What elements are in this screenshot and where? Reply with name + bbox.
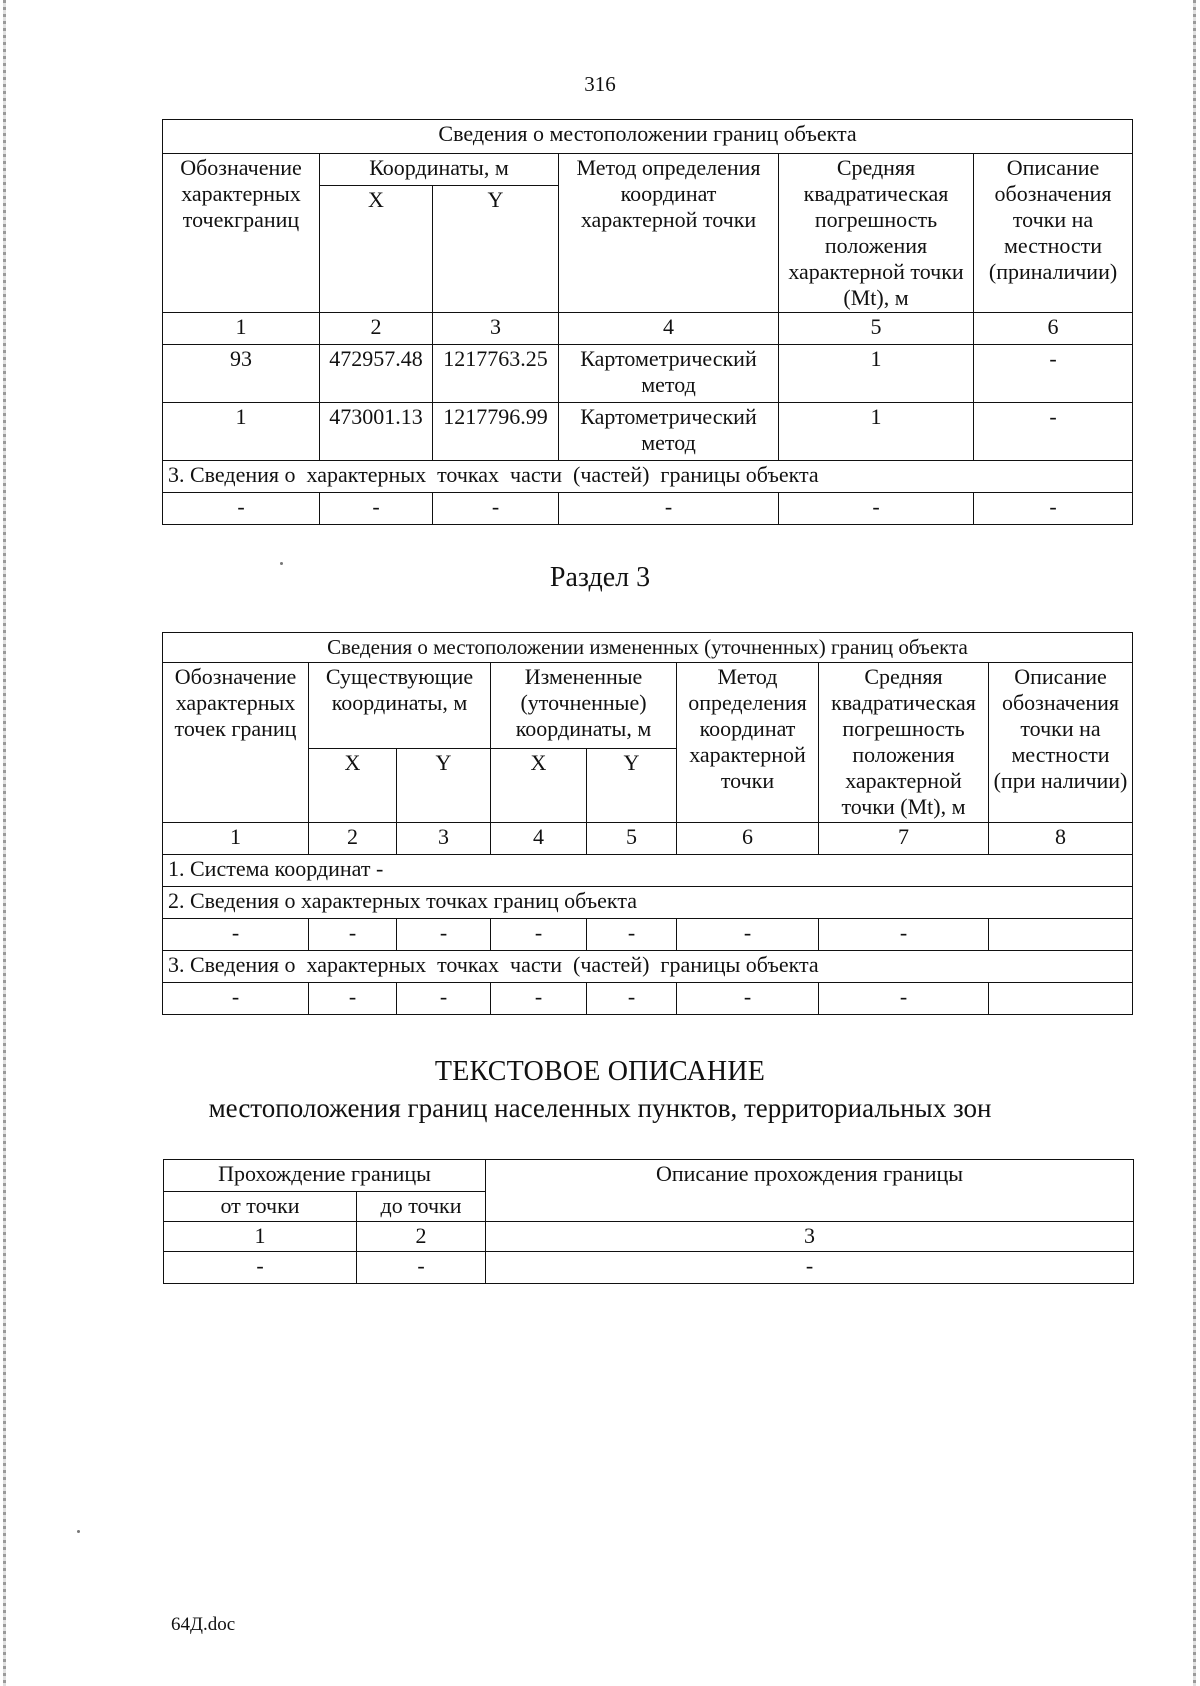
empty-cell: - xyxy=(677,983,819,1015)
column-number: 1 xyxy=(163,313,320,345)
empty-cell: - xyxy=(491,919,587,951)
x-cell: 472957.48 xyxy=(320,345,433,403)
header-designation: Обозначение характерных точекграниц xyxy=(163,154,320,313)
header-designation: Обозначение характерных точек границ xyxy=(163,663,309,823)
empty-cell: - xyxy=(397,919,491,951)
empty-cell: - xyxy=(320,493,433,525)
text-description-title: ТЕКСТОВОЕ ОПИСАНИЕ xyxy=(434,1056,766,1087)
header-x: X xyxy=(309,749,397,823)
empty-cell: - xyxy=(309,919,397,951)
column-number: 2 xyxy=(357,1222,486,1252)
footer-filename: 64Д.doc xyxy=(171,1614,236,1635)
y-cell: 1217763.25 xyxy=(433,345,559,403)
header-method: Метод определения координат характерной точки xyxy=(559,154,779,313)
column-number: 3 xyxy=(397,823,491,855)
header-y: Y xyxy=(587,749,677,823)
empty-cell: - xyxy=(819,983,989,1015)
x-cell: 473001.13 xyxy=(320,403,433,461)
header-changed-coordinates: Измененные (уточненные) координаты, м xyxy=(491,663,677,749)
header-description: Описание обозначения точки на местности (при наличии) xyxy=(989,663,1133,823)
column-number: 3 xyxy=(486,1222,1134,1252)
table-row xyxy=(164,1252,1134,1284)
table-title: Сведения о местоположении границ объекта xyxy=(163,120,1133,154)
empty-cell: - xyxy=(819,919,989,951)
header-passage-description: Описание прохождения границы xyxy=(486,1160,1134,1222)
column-number: 2 xyxy=(309,823,397,855)
scan-speck xyxy=(77,1530,80,1533)
header-method: Метод определения координат характерной точки xyxy=(677,663,819,823)
empty-cell: - xyxy=(779,493,974,525)
page-number: 316 xyxy=(584,72,616,96)
section-label: 3. Сведения о характерных точках части (частей) границы объекта xyxy=(163,951,1133,983)
column-number: 3 xyxy=(433,313,559,345)
section-heading: Раздел 3 xyxy=(549,562,651,593)
header-error: Средняя квадратическая погрешность положения характерной точки (Mt), м xyxy=(819,663,989,823)
empty-cell: - xyxy=(357,1252,486,1284)
empty-cell xyxy=(989,919,1133,951)
header-x: X xyxy=(491,749,587,823)
header-description: Описание обозначения точки на местности (приналичии) xyxy=(974,154,1133,313)
empty-cell: - xyxy=(677,919,819,951)
header-coordinates: Координаты, м xyxy=(320,154,559,186)
empty-cell: - xyxy=(587,983,677,1015)
empty-cell: - xyxy=(309,983,397,1015)
boundary-location-table xyxy=(162,119,1133,525)
empty-cell: - xyxy=(164,1252,357,1284)
column-number: 7 xyxy=(819,823,989,855)
header-x: X xyxy=(320,186,433,313)
y-cell: 1217796.99 xyxy=(433,403,559,461)
header-to-point: до точки xyxy=(357,1192,486,1222)
empty-cell: - xyxy=(559,493,779,525)
method-cell: Картометрический метод xyxy=(559,403,779,461)
column-number: 4 xyxy=(491,823,587,855)
error-cell: 1 xyxy=(779,345,974,403)
column-number: 6 xyxy=(677,823,819,855)
changed-boundary-table xyxy=(162,632,1133,1015)
empty-cell: - xyxy=(163,493,320,525)
empty-cell: - xyxy=(486,1252,1134,1284)
column-number: 5 xyxy=(779,313,974,345)
text-description-subtitle: местоположения границ населенных пунктов, территориальных зон xyxy=(208,1093,992,1123)
column-number: 8 xyxy=(989,823,1133,855)
empty-cell: - xyxy=(587,919,677,951)
scan-edge-right xyxy=(1193,0,1196,1686)
header-from-point: от точки xyxy=(164,1192,357,1222)
column-number: 5 xyxy=(587,823,677,855)
column-number: 1 xyxy=(164,1222,357,1252)
table-row xyxy=(163,983,1133,1015)
scan-edge-left xyxy=(3,0,6,1686)
header-y: Y xyxy=(433,186,559,313)
empty-cell: - xyxy=(163,919,309,951)
column-number: 2 xyxy=(320,313,433,345)
empty-cell: - xyxy=(163,983,309,1015)
table-row xyxy=(163,345,1133,403)
section-label: 2. Сведения о характерных точках границ объекта xyxy=(163,887,1133,919)
table-row xyxy=(163,403,1133,461)
column-number: 1 xyxy=(163,823,309,855)
table-row xyxy=(163,493,1133,525)
empty-cell: - xyxy=(491,983,587,1015)
header-passage: Прохождение границы xyxy=(164,1160,486,1192)
empty-cell: - xyxy=(433,493,559,525)
point-id-cell: 93 xyxy=(163,345,320,403)
section-label: 3. Сведения о характерных точках части (частей) границы объекта xyxy=(163,461,1133,493)
header-y: Y xyxy=(397,749,491,823)
boundary-passage-table xyxy=(163,1159,1134,1284)
header-error: Средняя квадратическая погрешность положения характерной точки (Mt), м xyxy=(779,154,974,313)
point-id-cell: 1 xyxy=(163,403,320,461)
empty-cell: - xyxy=(974,493,1133,525)
description-cell: - xyxy=(974,345,1133,403)
empty-cell xyxy=(989,983,1133,1015)
header-existing-coordinates: Существующие координаты, м xyxy=(309,663,491,749)
column-number: 4 xyxy=(559,313,779,345)
error-cell: 1 xyxy=(779,403,974,461)
coordinate-system-label: 1. Система координат - xyxy=(163,855,1133,887)
description-cell: - xyxy=(974,403,1133,461)
method-cell: Картометрический метод xyxy=(559,345,779,403)
table-row xyxy=(163,919,1133,951)
empty-cell: - xyxy=(397,983,491,1015)
column-number: 6 xyxy=(974,313,1133,345)
table-title: Сведения о местоположении измененных (уточненных) границ объекта xyxy=(163,633,1133,663)
